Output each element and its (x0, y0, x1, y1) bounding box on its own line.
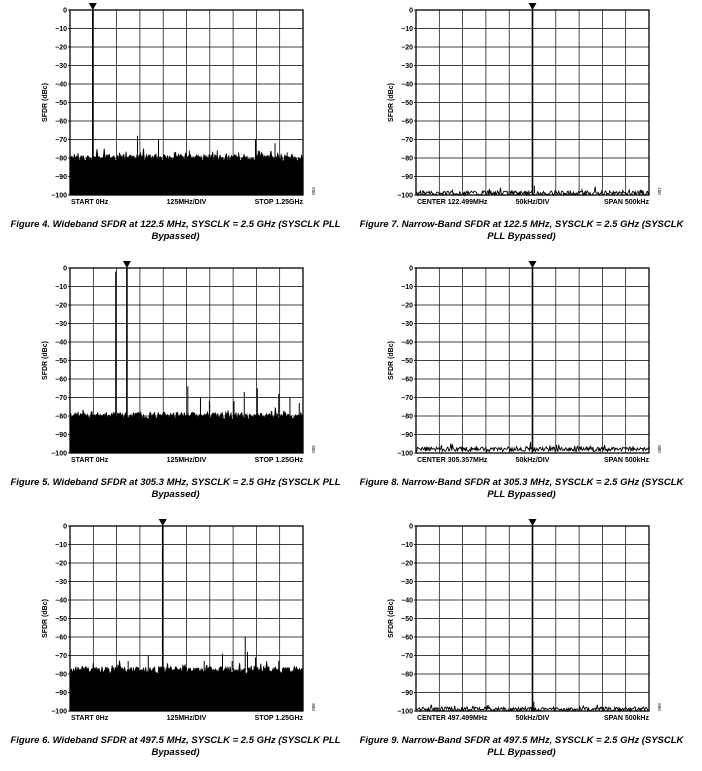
y-tick-label: −90 (55, 174, 67, 181)
x-label-right: SPAN 500kHz (603, 199, 649, 206)
y-tick-label: −70 (401, 653, 413, 660)
y-tick-label: −100 (397, 450, 413, 458)
y-tick-label: −70 (401, 137, 413, 144)
y-tick-label: −60 (401, 118, 413, 126)
chart-panel-fig7 (346, 0, 697, 255)
chart-fig6 (0, 516, 351, 771)
y-tick-label: −30 (55, 63, 67, 70)
x-label-right: SPAN 500kHz (603, 715, 649, 722)
y-tick-label: 0 (409, 265, 413, 273)
figure-id: 005 (311, 445, 316, 453)
marker-triangle-icon (159, 519, 167, 526)
y-tick-label: −40 (401, 339, 413, 347)
y-tick-label: −70 (55, 653, 67, 660)
chart-panel-fig5 (0, 258, 351, 513)
figure-id: 006 (311, 703, 316, 711)
y-tick-label: −30 (55, 321, 67, 328)
x-label-center: 50kHz/DIV (515, 457, 550, 464)
y-tick-label: −40 (401, 81, 413, 89)
figure-id: 009 (657, 703, 662, 711)
y-tick-label: −100 (51, 708, 67, 716)
x-label-center: 125MHz/DIV (166, 715, 207, 722)
y-tick-label: −10 (401, 26, 413, 33)
chart-panel-fig9 (346, 516, 697, 771)
x-label-right: SPAN 500kHz (603, 457, 649, 464)
y-axis-label: SFDR (dBc) (388, 341, 395, 380)
y-tick-label: 0 (409, 523, 413, 531)
x-label-left: CENTER 497.499MHz (417, 715, 488, 722)
marker-triangle-icon (529, 519, 537, 526)
figure-id: 004 (311, 187, 316, 195)
figure-caption: Figure 5. Wideband SFDR at 305.3 MHz, SYSCLK = 2.5 GHz (SYSCLK PLL Bypassed) (10, 477, 341, 500)
y-tick-label: −60 (55, 376, 67, 384)
y-tick-label: −80 (401, 413, 413, 421)
y-axis-label: SFDR (dBc) (42, 83, 49, 122)
x-label-left: CENTER 122.499MHz (417, 199, 488, 206)
y-tick-label: −20 (401, 44, 413, 52)
x-label-left: START 0Hz (71, 715, 109, 722)
figure-caption: Figure 6. Wideband SFDR at 497.5 MHz, SYSCLK = 2.5 GHz (SYSCLK PLL Bypassed) (10, 735, 341, 758)
y-tick-label: −90 (401, 174, 413, 181)
y-tick-label: −90 (401, 432, 413, 439)
y-tick-label: −70 (401, 395, 413, 402)
y-tick-label: −10 (55, 26, 67, 33)
y-tick-label: −100 (51, 450, 67, 458)
chart-fig4 (0, 0, 351, 255)
y-tick-label: −40 (55, 81, 67, 89)
y-tick-label: −20 (55, 302, 67, 310)
y-tick-label: −90 (55, 690, 67, 697)
y-tick-label: −80 (55, 671, 67, 679)
y-tick-label: −60 (55, 634, 67, 642)
y-tick-label: −100 (397, 192, 413, 200)
y-tick-label: −100 (51, 192, 67, 200)
x-label-center: 50kHz/DIV (515, 715, 550, 722)
y-axis-label: SFDR (dBc) (388, 83, 395, 122)
y-tick-label: −40 (55, 597, 67, 605)
y-tick-label: −50 (401, 358, 413, 365)
figure-id: 007 (657, 187, 662, 195)
chart-fig8 (346, 258, 697, 513)
marker-triangle-icon (89, 3, 97, 10)
marker-triangle-icon (123, 261, 131, 268)
x-label-right: STOP 1.25GHz (254, 199, 303, 206)
x-label-right: STOP 1.25GHz (254, 457, 303, 464)
y-tick-label: −100 (397, 708, 413, 716)
x-label-right: STOP 1.25GHz (254, 715, 303, 722)
y-tick-label: −40 (401, 597, 413, 605)
y-tick-label: −10 (55, 284, 67, 291)
y-axis-label: SFDR (dBc) (42, 341, 49, 380)
y-tick-label: −30 (401, 63, 413, 70)
y-tick-label: −80 (55, 155, 67, 163)
y-axis-label: SFDR (dBc) (388, 599, 395, 638)
x-label-left: START 0Hz (71, 199, 109, 206)
x-label-left: START 0Hz (71, 457, 109, 464)
y-axis-label: SFDR (dBc) (42, 599, 49, 638)
y-tick-label: −40 (55, 339, 67, 347)
y-tick-label: −10 (55, 542, 67, 549)
y-tick-label: 0 (63, 523, 67, 531)
y-tick-label: −70 (55, 137, 67, 144)
marker-triangle-icon (529, 3, 537, 10)
chart-panel-fig6 (0, 516, 351, 771)
y-tick-label: −60 (401, 634, 413, 642)
y-tick-label: −50 (55, 616, 67, 623)
chart-fig5 (0, 258, 351, 513)
y-tick-label: −50 (401, 100, 413, 107)
figure-caption: Figure 7. Narrow-Band SFDR at 122.5 MHz, SYSCLK = 2.5 GHz (SYSCLK PLL Bypassed) (359, 219, 684, 242)
y-tick-label: −90 (55, 432, 67, 439)
y-tick-label: 0 (63, 265, 67, 273)
y-tick-label: −30 (401, 579, 413, 586)
chart-panel-fig8 (346, 258, 697, 513)
y-tick-label: −20 (55, 44, 67, 52)
y-tick-label: −10 (401, 284, 413, 291)
y-tick-label: −80 (401, 155, 413, 163)
y-tick-label: −10 (401, 542, 413, 549)
y-tick-label: −70 (55, 395, 67, 402)
y-tick-label: −20 (401, 302, 413, 310)
y-tick-label: 0 (63, 7, 67, 15)
y-tick-label: 0 (409, 7, 413, 15)
y-tick-label: −60 (401, 376, 413, 384)
chart-fig9 (346, 516, 697, 771)
figure-id: 008 (657, 445, 662, 453)
y-tick-label: −80 (55, 413, 67, 421)
figure-caption: Figure 8. Narrow-Band SFDR at 305.3 MHz, SYSCLK = 2.5 GHz (SYSCLK PLL Bypassed) (359, 477, 684, 500)
y-tick-label: −60 (55, 118, 67, 126)
x-label-center: 125MHz/DIV (166, 457, 207, 464)
chart-panel-fig4 (0, 0, 351, 255)
y-tick-label: −30 (401, 321, 413, 328)
figure-caption: Figure 9. Narrow-Band SFDR at 497.5 MHz, SYSCLK = 2.5 GHz (SYSCLK PLL Bypassed) (359, 735, 684, 758)
y-tick-label: −50 (55, 100, 67, 107)
y-tick-label: −50 (401, 616, 413, 623)
x-label-center: 50kHz/DIV (515, 199, 550, 206)
y-tick-label: −30 (55, 579, 67, 586)
figure-caption: Figure 4. Wideband SFDR at 122.5 MHz, SYSCLK = 2.5 GHz (SYSCLK PLL Bypassed) (10, 219, 341, 242)
x-label-center: 125MHz/DIV (166, 199, 207, 206)
y-tick-label: −20 (401, 560, 413, 568)
marker-triangle-icon (529, 261, 537, 268)
y-tick-label: −90 (401, 690, 413, 697)
y-tick-label: −20 (55, 560, 67, 568)
chart-fig7 (346, 0, 697, 255)
y-tick-label: −80 (401, 671, 413, 679)
y-tick-label: −50 (55, 358, 67, 365)
x-label-left: CENTER 305.357MHz (417, 457, 488, 464)
